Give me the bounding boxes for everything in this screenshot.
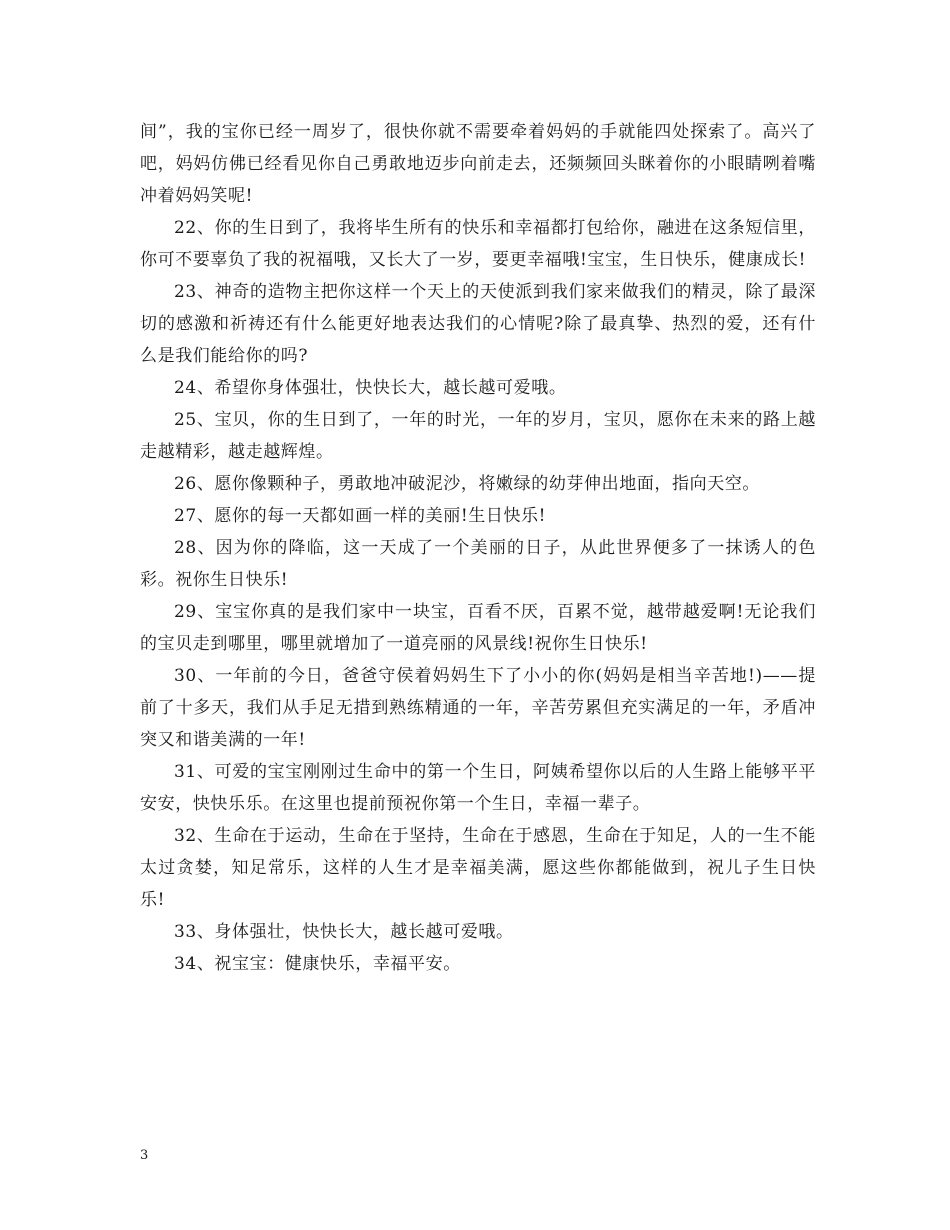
paragraph-34: 34、祝宝宝：健康快乐，幸福平安。 xyxy=(174,954,461,974)
paragraph-26: 26、愿你像颗种子，勇敢地冲破泥沙，将嫩绿的幼芽伸出地面，指向天空。 xyxy=(174,474,761,494)
paragraph-24: 24、希望你身体强壮，快快长大，越长越可爱哦。 xyxy=(174,378,567,398)
paragraph-29: 29、宝宝你真的是我们家中一块宝，百看不厌，百累不觉，越带越爱啊!无论我们的宝贝走到哪里，哪里就增加了一道亮丽的风景线!祝你生日快乐! xyxy=(140,602,816,654)
document-body xyxy=(140,116,816,980)
paragraph-27: 27、愿你的每一天都如画一样的美丽!生日快乐! xyxy=(174,506,547,526)
paragraph-33: 33、身体强壮，快快长大，越长越可爱哦。 xyxy=(174,922,514,942)
paragraph-31: 31、可爱的宝宝刚刚过生命中的第一个生日，阿姨希望你以后的人生路上能够平平安安，快快乐乐。在这里也提前预祝你第一个生日，幸福一辈子。 xyxy=(140,762,816,814)
page-number: 3 xyxy=(140,1148,149,1163)
paragraph-23: 23、神奇的造物主把你这样一个天上的天使派到我们家来做我们的精灵，除了最深切的感激和祈祷还有什么能更好地表达我们的心情呢?除了最真挚、热烈的爱，还有什么是我们能给你的吗? xyxy=(140,282,816,366)
paragraph-32: 32、生命在于运动，生命在于坚持，生命在于感恩，生命在于知足，人的一生不能太过贪婪，知足常乐，这样的人生才是幸福美满，愿这些你都能做到，祝儿子生日快乐! xyxy=(140,826,816,910)
paragraph-30: 30、一年前的今日，爸爸守侯着妈妈生下了小小的你(妈妈是相当辛苦地!)——提前了十多天，我们从手足无措到熟练精通的一年，辛苦劳累但充实满足的一年，矛盾冲突又和谐美满的一年! xyxy=(140,666,816,750)
paragraph-28: 28、因为你的降临，这一天成了一个美丽的日子，从此世界便多了一抹诱人的色彩。祝你生日快乐! xyxy=(140,538,816,590)
paragraph-continued: 间”，我的宝你已经一周岁了，很快你就不需要牵着妈妈的手就能四处探索了。高兴了吧，妈妈仿佛已经看见你自己勇敢地迈步向前走去，还频频回头眯着你的小眼睛咧着嘴冲着妈妈笑呢! xyxy=(140,122,816,206)
paragraph-22: 22、你的生日到了，我将毕生所有的快乐和幸福都打包给你，融进在这条短信里，你可不要辜负了我的祝福哦，又长大了一岁，要更幸福哦!宝宝，生日快乐，健康成长! xyxy=(140,218,816,270)
paragraph-25: 25、宝贝，你的生日到了，一年的时光，一年的岁月，宝贝，愿你在未来的路上越走越精彩，越走越辉煌。 xyxy=(140,410,816,462)
